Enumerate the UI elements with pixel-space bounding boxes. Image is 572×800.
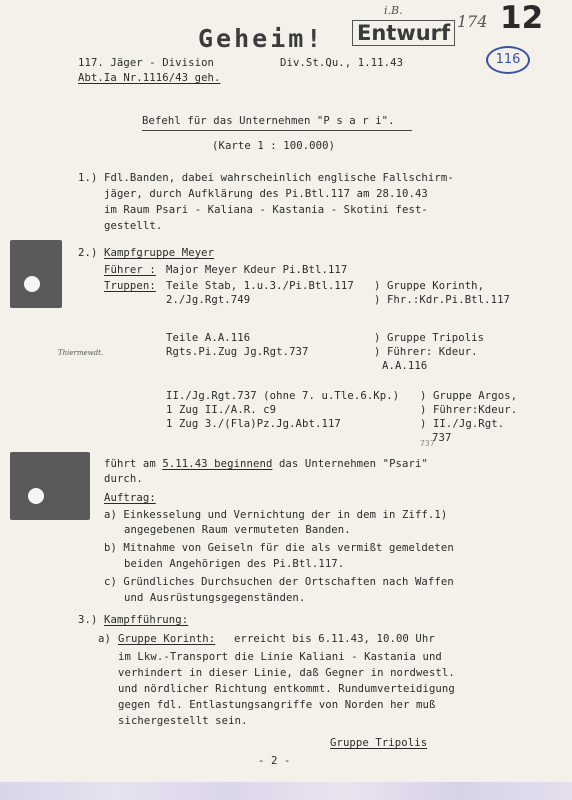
- punch-hole-shadow: [10, 240, 62, 308]
- operation-start-date: 5.11.43 beginnend: [162, 458, 273, 470]
- group-korinth: ) Gruppe Korinth,: [374, 280, 485, 292]
- operation-start-line: [104, 457, 428, 471]
- troops-line: Teile A.A.116: [166, 332, 251, 344]
- task-a: a) Einkesselung und Vernichtung der in dem in Ziff.1): [104, 509, 448, 521]
- operation-start-text: führt am: [104, 458, 156, 470]
- task-b: b) Mitnahme von Geiseln für die als vermißt gemeldeten: [104, 542, 454, 554]
- reference-number: Abt.Ia Nr.1116/43 geh.: [78, 72, 221, 84]
- task-c: und Ausrüstungsgegenständen.: [124, 592, 306, 604]
- section3-line: sichergestellt sein.: [118, 715, 248, 727]
- section1-line: Fdl.Banden, dabei wahrscheinlich englische Fallschirm-: [104, 172, 454, 184]
- truppen-line: 2./Jg.Rgt.749: [166, 294, 251, 306]
- group-argos-unit: ) II./Jg.Rgt.: [420, 418, 505, 430]
- operation-start-line: durch.: [104, 473, 143, 485]
- group-tripolis: ) Gruppe Tripolis: [374, 332, 485, 344]
- section3-line: im Lkw.-Transport die Linie Kaliani - Kastania und: [118, 651, 442, 663]
- section3-heading: Kampfführung:: [104, 614, 189, 626]
- section3-a-label: a): [98, 633, 111, 645]
- section2-number: 2.): [78, 247, 98, 259]
- draft-stamp: Entwurf: [352, 20, 455, 46]
- order-title: Befehl für das Unternehmen "P s a r i".: [142, 115, 395, 127]
- group-tripolis-leader: ) Führer: Kdeur.: [374, 346, 478, 358]
- fuehrer-label: Führer :: [104, 264, 156, 276]
- truppen-label: Truppen:: [104, 280, 156, 292]
- task-c: c) Gründliches Durchsuchen der Ortschaften nach Waffen: [104, 576, 454, 588]
- section3-line: erreicht bis 6.11.43, 10.00 Uhr: [234, 633, 435, 645]
- group-korinth-leader: ) Fhr.:Kdr.Pi.Btl.117: [374, 294, 511, 306]
- location-date: Div.St.Qu., 1.11.43: [280, 57, 404, 69]
- section3-line: und nördlicher Richtung entkommt. Rundumverteidigung: [118, 683, 455, 695]
- section3-line: verhindert in dieser Linie, daß Gegner in nordwestl.: [118, 667, 455, 679]
- troops-line: Rgts.Pi.Zug Jg.Rgt.737: [166, 346, 309, 358]
- stray-mark: 737: [420, 439, 435, 448]
- page-footer: - 2 -: [258, 755, 291, 767]
- handwritten-initials: i.B.: [384, 4, 403, 17]
- section1-line: gestellt.: [104, 220, 163, 232]
- section1-number: 1.): [78, 172, 98, 184]
- map-scale: (Karte 1 : 100.000): [212, 140, 336, 152]
- margin-note: Thiermewdt.: [58, 349, 104, 357]
- section3-number: 3.): [78, 614, 98, 626]
- auftrag-heading: Auftrag:: [104, 492, 156, 504]
- group-argos: ) Gruppe Argos,: [420, 390, 518, 402]
- truppen-line: Teile Stab, 1.u.3./Pi.Btl.117: [166, 280, 354, 292]
- troops-line: II./Jg.Rgt.737 (ohne 7. u.Tle.6.Kp.): [166, 390, 400, 402]
- section3-line: gegen fdl. Entlastungsangriffe von Norden her muß: [118, 699, 436, 711]
- section1-line: jäger, durch Aufklärung des Pi.Btl.117 am 28.10.43: [104, 188, 428, 200]
- title-underline: [142, 130, 412, 131]
- operation-start-text: das Unternehmen "Psari": [278, 458, 428, 470]
- section1-line: im Raum Psari - Kaliana - Kastania - Skotini fest-: [104, 204, 428, 216]
- troops-line: 1 Zug 3./(Fla)Pz.Jg.Abt.117: [166, 418, 341, 430]
- section2-heading: Kampfgruppe Meyer: [104, 247, 215, 259]
- punch-hole: [24, 276, 40, 292]
- division-line: 117. Jäger - Division: [78, 57, 215, 69]
- page-number-stamp: 12: [500, 0, 544, 36]
- task-b: beiden Angehörigen des Pi.Btl.117.: [124, 558, 345, 570]
- scan-edge: [0, 782, 572, 800]
- continuation-note: Gruppe Tripolis: [330, 737, 428, 749]
- task-a: angegebenen Raum vermuteten Banden.: [124, 524, 351, 536]
- group-argos-unit: 737: [432, 432, 452, 444]
- troops-line: 1 Zug II./A.R. c9: [166, 404, 277, 416]
- handwritten-page-number: 174: [457, 12, 488, 31]
- group-argos-leader: ) Führer:Kdeur.: [420, 404, 518, 416]
- circled-number: 116: [486, 46, 530, 74]
- punch-hole: [28, 488, 44, 504]
- secret-stamp: Geheim!: [198, 24, 325, 53]
- group-tripolis-unit: A.A.116: [382, 360, 428, 372]
- fuehrer-value: Major Meyer Kdeur Pi.Btl.117: [166, 264, 348, 276]
- section3-group: Gruppe Korinth:: [118, 633, 216, 645]
- punch-hole-shadow: [10, 452, 90, 520]
